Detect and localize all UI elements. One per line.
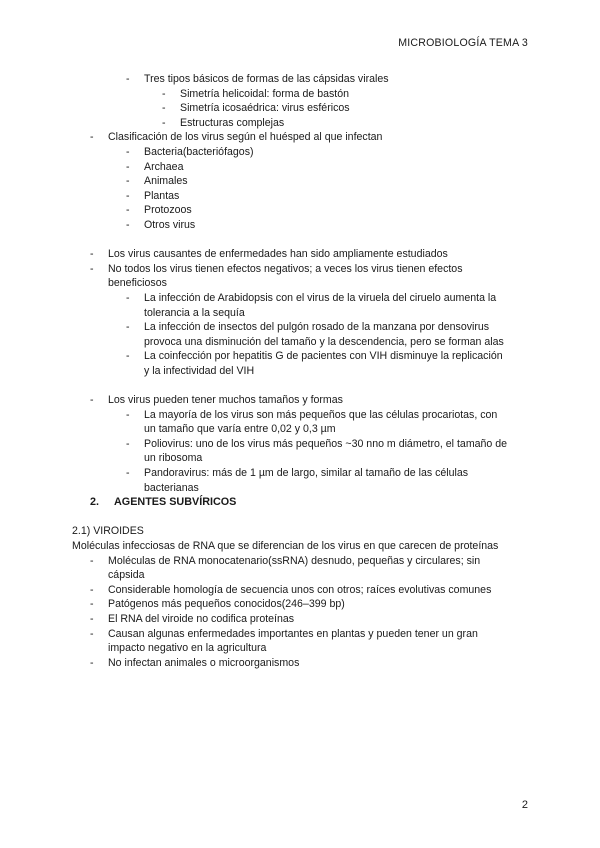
- section-heading: [72, 495, 532, 510]
- list-item: - Considerable homología de secuencia unos con otros; raíces evolutivas comunes: [72, 583, 532, 598]
- list-item: - Estructuras complejas: [72, 116, 532, 131]
- line: bacterianas: [144, 481, 199, 494]
- section-title: AGENTES SUBVÍRICOS: [114, 496, 237, 509]
- list-item: [72, 291, 532, 320]
- list-item: - El RNA del viroide no codifica proteínas: [72, 612, 532, 627]
- list-item: - Otros virus: [72, 218, 532, 233]
- line: Moléculas de RNA monocatenario(ssRNA) desnudo, pequeñas y circulares; sin: [108, 554, 481, 567]
- list-item: - Simetría helicoidal: forma de bastón: [72, 87, 532, 102]
- list-item: [72, 466, 532, 495]
- list-item: - Los virus causantes de enfermedades han sido ampliamente estudiados: [72, 247, 532, 262]
- subsection-heading: 2.1) VIROIDES: [72, 525, 144, 538]
- line: cápsida: [108, 569, 145, 582]
- list-item: - No infectan animales o microorganismos: [72, 656, 532, 671]
- list-item: - Bacteria(bacteriófagos): [72, 145, 532, 160]
- spacer: [72, 233, 532, 248]
- list-item: [72, 320, 532, 349]
- list-item: - Protozoos: [72, 203, 532, 218]
- paragraph: Moléculas infecciosas de RNA que se diferencian de los virus en que carecen de proteínas: [72, 540, 499, 552]
- line: y la infectividad del VIH: [144, 364, 255, 377]
- list-item: [72, 554, 532, 583]
- list-item: - Clasificación de los virus según el huésped al que infectan: [72, 130, 532, 145]
- page-header-title: MICROBIOLOGÍA TEMA 3: [398, 37, 528, 49]
- line: Poliovirus: uno de los virus más pequeños ~30 nno m diámetro, el tamaño de: [144, 437, 508, 450]
- list-item: - Tres tipos básicos de formas de las cápsidas virales: [72, 72, 532, 87]
- list-item: - Simetría icosaédrica: virus esféricos: [72, 101, 532, 116]
- list-item: - Animales: [72, 174, 532, 189]
- line: Pandoravirus: más de 1 µm de largo, similar al tamaño de las células: [144, 467, 469, 480]
- line: La mayoría de los virus son más pequeños que las células procariotas, con: [144, 408, 498, 421]
- list-item: - Los virus pueden tener muchos tamaños y formas: [72, 393, 532, 408]
- list-item: [72, 349, 532, 378]
- line: beneficiosos: [108, 277, 167, 290]
- line: No todos los virus tienen efectos negativos; a veces los virus tienen efectos: [108, 262, 463, 275]
- document-body: [72, 72, 532, 670]
- line: un tamaño que varía entre 0,02 y 0,3 µm: [144, 423, 336, 436]
- line: impacto negativo en la agricultura: [108, 642, 267, 655]
- list-item: [72, 627, 532, 656]
- list-item: - Patógenos más pequeños conocidos(246–399 bp): [72, 597, 532, 612]
- line: La coinfección por hepatitis G de pacientes con VIH disminuye la replicación: [144, 350, 503, 363]
- page-number: 2: [521, 799, 528, 811]
- line: un ribosoma: [144, 452, 203, 465]
- line: tolerancia a la sequía: [144, 306, 245, 319]
- list-item: [72, 437, 532, 466]
- spacer: [72, 510, 532, 525]
- list-item: - Plantas: [72, 189, 532, 204]
- line: provoca una disminución del tamaño y la descendencia, pero se forman alas: [144, 335, 504, 348]
- list-item: - Archaea: [72, 160, 532, 175]
- line: Causan algunas enfermedades importantes en plantas y pueden tener un gran: [108, 627, 478, 640]
- spacer: [72, 378, 532, 393]
- list-item: [72, 408, 532, 437]
- section-number: 2.: [90, 496, 100, 509]
- line: La infección de insectos del pulgón rosado de la manzana por densovirus: [144, 321, 490, 334]
- line: La infección de Arabidopsis con el virus de la viruela del ciruelo aumenta la: [144, 291, 497, 304]
- list-item: [72, 262, 532, 291]
